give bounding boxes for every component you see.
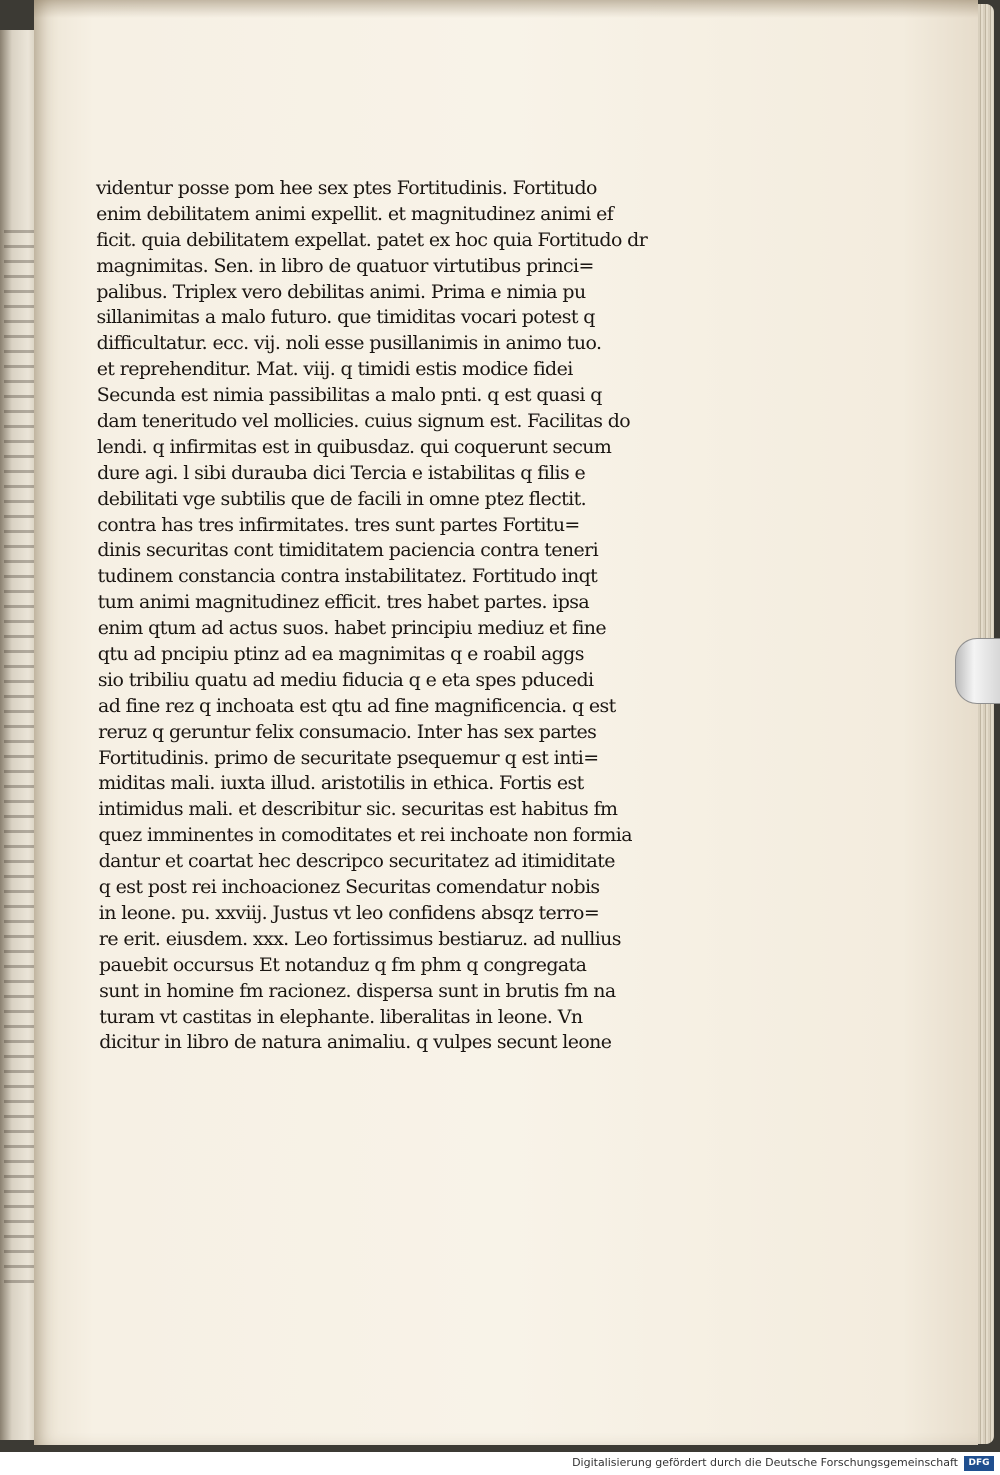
text-column <box>96 176 696 1056</box>
text-line: re erit. eiusdem. xxx. Leo fortissimus bestiaruz. ad nullius <box>98 927 621 950</box>
text-line: enim qtum ad actus suos. habet principiu mediuz et fine <box>97 617 607 640</box>
text-line: q est post rei inchoacionez Securitas comendatur nobis <box>98 876 600 899</box>
text-line: dicitur in libro de natura animaliu. q vulpes secunt leone <box>99 1031 612 1054</box>
text-line: ficit. quia debilitatem expellat. patet ex hoc quia Fortitudo dr <box>96 228 648 251</box>
text-line: enim debilitatem animi expellit. et magnitudinez animi ef <box>96 202 614 225</box>
text-line: pauebit occursus Et notanduz q fm phm q congregata <box>99 953 587 976</box>
text-line: palibus. Triplex vero debilitas animi. Prima e nimia pu <box>96 280 586 303</box>
text-line: sillanimitas a malo futuro. que timiditas vocari potest q <box>96 306 595 329</box>
text-line: tudinem constancia contra instabilitatez. Fortitudo inqt <box>97 565 598 588</box>
text-line: dure agi. l sibi durauba dici Tercia e istabilitas q filis e <box>97 461 586 484</box>
text-line: et reprehenditur. Mat. viij. q timidi estis modice fidei <box>96 358 573 381</box>
text-line: contra has tres infirmitates. tres sunt partes Fortitu= <box>97 513 580 536</box>
text-line: Secunda est nimia passibilitas a malo pnti. q est quasi q <box>96 384 602 407</box>
text-line: miditas mali. iuxta illud. aristotilis in ethica. Fortis est <box>98 772 584 795</box>
text-line: dinis securitas cont timiditatem paciencia contra teneri <box>97 539 599 562</box>
footer <box>0 1452 1000 1475</box>
text-line: Fortitudinis. primo de securitate psequemur q est inti= <box>98 746 599 769</box>
text-line: magnimitas. Sen. in libro de quatuor virtutibus princi= <box>96 254 594 277</box>
dfg-logo: DFG <box>964 1456 994 1471</box>
text-line: quez imminentes in comoditates et rei inchoate non formia <box>98 824 632 847</box>
text-line: sunt in homine fm racionez. dispersa sunt in brutis fm na <box>99 979 616 1002</box>
text-line: sio tribiliu quatu ad mediu fiducia q e eta spes pducedi <box>97 668 594 691</box>
text-line: dam teneritudo vel mollicies. cuius signum est. Facilitas do <box>96 410 631 433</box>
text-line: ad fine rez q inchoata est qtu ad fine magnificencia. q est <box>98 694 616 717</box>
text-line: difficultatur. ecc. vij. noli esse pusillanimis in animo tuo. <box>96 332 602 355</box>
facing-page-text <box>4 230 34 1290</box>
text-line: dantur et coartat hec descripco securitatez ad itimiditate <box>98 850 615 873</box>
text-line: in leone. pu. xxviij. Justus vt leo confidens absqz terro= <box>98 901 600 924</box>
text-line: debilitati vge subtilis que de facili in omne ptez flectit. <box>97 487 587 510</box>
text-line: intimidus mali. et describitur sic. securitas est habitus fm <box>98 798 618 821</box>
text-line: reruz q geruntur felix consumacio. Inter has sex partes <box>98 720 597 743</box>
text-line: qtu ad pncipiu ptinz ad ea magnimitas q e roabil aggs <box>97 643 584 666</box>
funding-credit: Digitalisierung gefördert durch die Deutsche Forschungsgemeinschaft <box>572 1456 958 1469</box>
text-line: turam vt castitas in elephante. liberalitas in leone. Vn <box>99 1005 583 1028</box>
text-line: lendi. q infirmitas est in quibusdaz. qui coquerunt secum <box>97 435 612 458</box>
text-line: tum animi magnitudinez efficit. tres habet partes. ipsa <box>97 591 590 614</box>
page-tab-marker <box>955 638 1000 704</box>
text-line: videntur posse pom hee sex ptes Fortitudinis. Fortitudo <box>96 177 597 199</box>
